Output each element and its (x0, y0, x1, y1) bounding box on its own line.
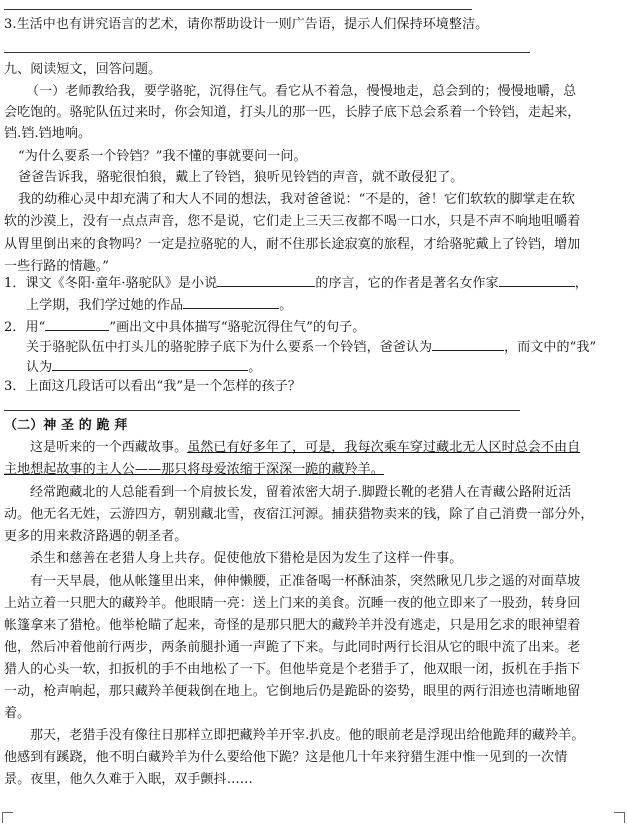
passage-title: （二）神 圣 的 跪 拜 (4, 418, 128, 433)
paragraph-line (30, 438, 621, 458)
question-text: 上学期，我们学过她的作品 (26, 298, 184, 313)
paragraph-line: 那天，老猎手没有像往日那样立即把藏羚羊开宰.扒皮。他的眼前老是浮现出给他跪拜的藏羚羊。 (30, 728, 585, 743)
question-2-continued (26, 336, 621, 358)
paragraph-line: 动。他无名无姓，云游四方，朝别藏北雪，夜宿江河源。捕获猎物卖来的钱，除了自己消费一部分外， (4, 507, 594, 522)
paragraph-line: 有一天早晨，他从帐篷里出来，伸伸懒腰，正准备喝一杯酥油茶，突然瞅见几步之遥的对面草坡 (30, 574, 581, 589)
question-3-text: 3.生活中也有讲究语言的艺术，请你帮助设计一则广告语，提示人们保持环境整洁。 (4, 17, 489, 32)
answer-line (4, 9, 472, 10)
answer-blank[interactable] (217, 272, 315, 287)
paragraph-text: 这是听来的一个西藏故事。 (30, 440, 188, 455)
paragraph-line: 帐篷拿来了猎枪。他举枪瞄了起来，奇怪的是那只肥大的藏羚羊并没有逃走，只是用乞求的眼神望着 (4, 618, 581, 633)
question-3: 3．上面这几段话可以看出“我”是一个怎样的孩子？ (4, 379, 301, 394)
question-1 (4, 272, 621, 294)
paragraph-line: 经常跑藏北的人总能看到一个肩披长发，留着浓密大胡子.脚蹬长靴的老猎人在青藏公路附近活 (30, 485, 572, 500)
underlined-sentence: 主地想起故事的主人公——那只将母爱浓缩于深深一跪的藏羚羊。 (4, 462, 384, 477)
paragraph-line: 更多的用来救济路遇的朝圣者。 (4, 529, 188, 544)
corner-mark-left (2, 812, 13, 823)
paragraph-line: 他，然后冲着他前行两步，两条前腿扑通一声跪了下来。与此同时两行长泪从它的眼中流了出来。老 (4, 640, 581, 655)
paragraph-line: 杀生和慈善在老猎人身上共存。促使他放下猎枪是因为发生了这样一件事。 (30, 551, 463, 566)
question-1-continued (26, 294, 621, 316)
answer-line (4, 52, 530, 53)
paragraph-line: 他感到有蹊跷，他不明白藏羚羊为什么要给他下跪？这是他几十年来狩猎生涯中惟一见到的一次情 (4, 750, 568, 765)
question-text: 的序言，它的作者是著名女作家 (315, 276, 499, 291)
question-text: ， (574, 276, 588, 291)
paragraph-line: 铛.铛.铛地响。 (4, 126, 92, 141)
question-text: 。 (279, 298, 293, 313)
paragraph-line: 景。夜里，他久久难于入眠，双手颤抖…… (4, 772, 253, 787)
paragraph-line: 会吃饱的。骆驼队伍过来时，你会知道，打头儿的那一匹，长脖子底下总会系着一个铃铛，走起来， (4, 105, 581, 120)
section-9-title: 九、阅读短文，回答问题。 (4, 62, 162, 77)
paragraph-line: （一）老师教给我，要学骆驼，沉得住气。看它从不着急，慢慢地走，总会到的；慢慢地嚼，总 (26, 84, 577, 99)
underlined-sentence: 虽然已有好多年了，可是，我每次乘车穿过藏北无人区时总会不由自 (187, 440, 581, 455)
paragraph-line: 一些行路的情趣。” (4, 259, 110, 274)
answer-blank[interactable] (45, 316, 109, 331)
paragraph-line: 爸爸告诉我，骆驼很怕狼，戴上了铃铛，狼听见铃铛的声音，就不敢侵犯了。 (18, 170, 464, 185)
question-2 (4, 316, 621, 338)
question-text: 2．用“ (4, 320, 46, 335)
paragraph-line: 一动，枪声响起，那只藏羚羊便栽倒在地上。它倒地后仍是跪卧的姿势，眼里的两行泪迹也清晰地留 (4, 684, 581, 699)
answer-blank[interactable] (499, 272, 575, 287)
question-text: ，而文中的“我” (504, 340, 597, 355)
paragraph-line: 软的沙漠上，没有一点点声音，您不是说，它们走上三天三夜都不喝一口水，只是不声不响地咀嚼着 (4, 214, 581, 229)
answer-blank[interactable] (432, 336, 504, 351)
question-2-continued (26, 356, 621, 378)
question-text: 1．课文《冬阳·童年·骆驼队》是小说 (4, 276, 218, 291)
question-text: 。 (248, 360, 262, 375)
paragraph-line: 猎人的心头一软，扣扳机的手不由地松了一下。但他毕竟是个老猎手了，他双眼一闭，扳机在手指下 (4, 662, 581, 677)
question-text: 认为 (26, 360, 53, 375)
corner-mark-right (614, 812, 625, 823)
answer-line (4, 410, 520, 411)
paragraph-line: “为什么要系一个铃铛？”我不懂的事就要问一问。 (18, 149, 307, 164)
question-text: 关于骆驼队伍中打头儿的骆驼脖子底下为什么要系一个铃铛，爸爸认为 (26, 340, 433, 355)
answer-blank[interactable] (183, 294, 279, 309)
paragraph-line: 着。 (4, 706, 31, 721)
paragraph-line: 从胃里倒出来的食物吗？一定是拉骆驼的人，耐不住那长途寂寞的旅程，才给骆驼戴上了铃铛，增加 (4, 237, 581, 252)
paragraph-line: 上站立着一只肥大的藏羚羊。他眼睛一亮：送上门来的美食。沉睡一夜的他立即来了一股劲，转身回 (4, 596, 581, 611)
answer-blank[interactable] (52, 356, 248, 371)
question-text: ”画出文中具体描写“骆驼沉得住气”的句子。 (109, 320, 366, 335)
paragraph-line: 我的幼稚心灵中却充满了和大人不同的想法，我对爸爸说：“不是的，爸！它们软软的脚掌走在软 (18, 192, 575, 207)
